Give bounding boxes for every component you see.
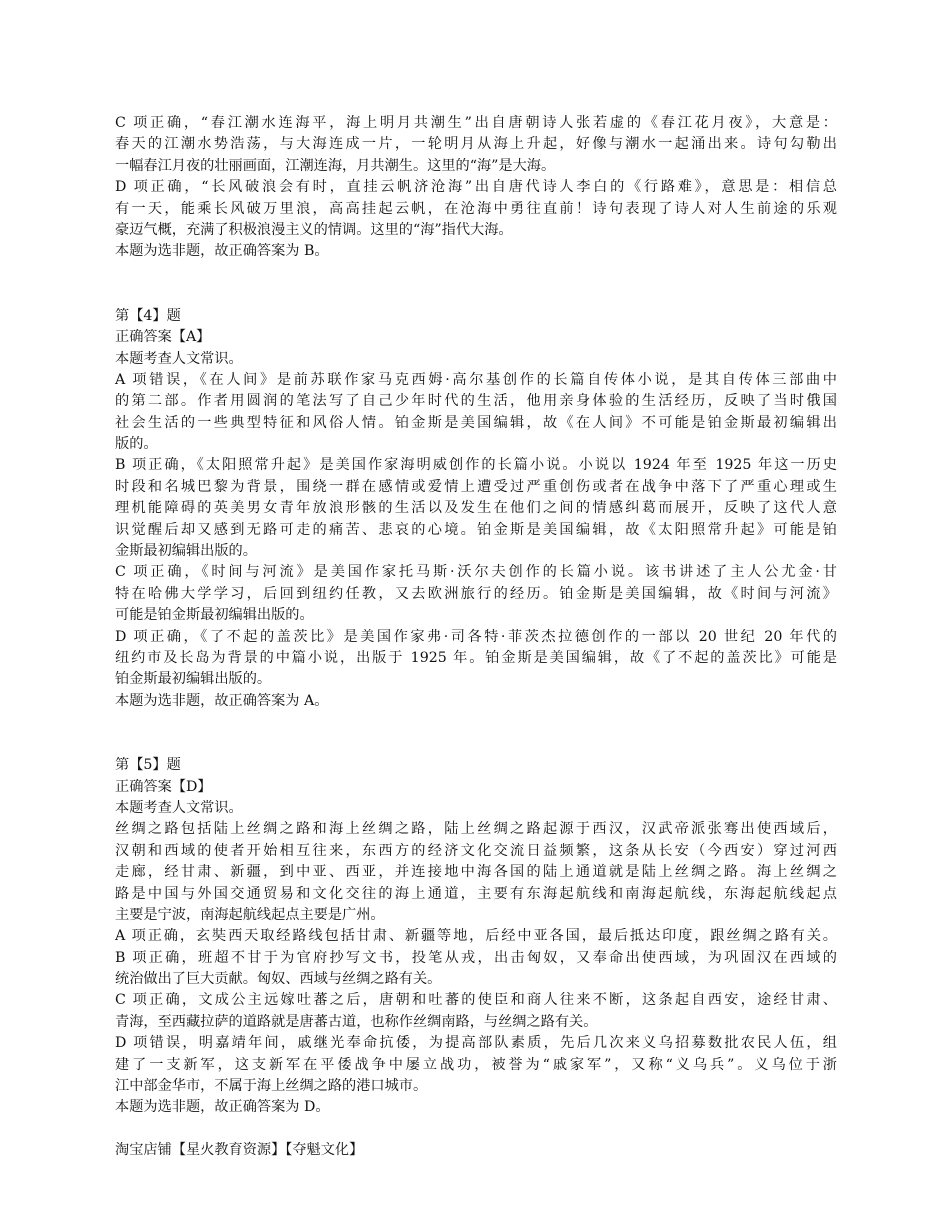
question-heading: 第【4】题 bbox=[115, 307, 181, 324]
text-line: 识觉醒后却又感到无路可走的痛苦、悲哀的心境。铂金斯是美国编辑，故《太阳照常升起》可能是铂 bbox=[115, 521, 837, 538]
text-line: 走廊，经甘肃、新疆，到中亚、西亚，并连接地中海各国的陆上通道就是陆上丝绸之路。海上丝绸之 bbox=[115, 864, 837, 881]
text-line: 汉朝和西域的使者开始相互往来，东西方的经济文化交流日益频繁，这条从长安（今西安）穿过河西 bbox=[115, 842, 837, 859]
text-line: D 项正确，《了不起的盖茨比》是美国作家弗·司各特·菲茨杰拉德创作的一部以 20 世纪 20 年代的 bbox=[115, 628, 837, 645]
question-heading: 第【5】题 bbox=[115, 757, 181, 774]
section-prev-question-tail bbox=[115, 113, 837, 263]
text-line: 金斯最初编辑出版的。 bbox=[115, 543, 257, 560]
text-line: B 项正确，班超不甘于为官府抄写文书，投笔从戎，出击匈奴，又奉命出使西域，为巩固汉在西域的 bbox=[115, 949, 837, 966]
topic-line: 本题考查人文常识。 bbox=[115, 799, 243, 816]
text-line: 主要是宁波，南海起航线起点主要是广州。 bbox=[115, 906, 385, 923]
text-line: 时段和名城巴黎为背景，围绕一群在感情或爱情上遭受过严重创伤或者在战争中落下了严重心理或生 bbox=[115, 478, 837, 495]
section-question-4 bbox=[115, 306, 837, 712]
text-line: 江中部金华市，不属于海上丝绸之路的港口城市。 bbox=[115, 1078, 428, 1095]
topic-line: 本题考查人文常识。 bbox=[115, 350, 243, 367]
text-line: 的第二部。作者用圆润的笔法写了自己少年时代的生活，他用亲身体验的生活经历，反映了当时俄国 bbox=[115, 393, 837, 410]
text-line: 统治做出了巨大贡献。匈奴、西域与丝绸之路有关。 bbox=[115, 971, 442, 988]
text-line: D 项错误，明嘉靖年间，戚继光奉命抗倭，为提高部队素质，先后几次来义乌招募数批农民人伍，组 bbox=[115, 1035, 837, 1052]
text-line: 路是中国与外国交通贸易和文化交往的海上通道，主要有东海起航线和南海起航线，东海起航线起点 bbox=[115, 885, 837, 902]
text-line: 版的。 bbox=[115, 436, 158, 453]
text-line: A 项错误，《在人间》是前苏联作家马克西姆·高尔基创作的长篇自传体小说，是其自传体三部曲中 bbox=[115, 371, 837, 388]
text-line: 建了一支新军，这支新军在平倭战争中屡立战功，被誉为“戚家军”，又称“义乌兵”。义乌位于浙 bbox=[115, 1056, 837, 1073]
text-line: 春天的江潮水势浩荡，与大海连成一片，一轮明月从海上升起，好像与潮水一起涌出来。诗句勾勒出 bbox=[115, 136, 837, 153]
footer-shop-note: 淘宝店铺【星火教育资源】【夺魁文化】 bbox=[115, 1142, 364, 1158]
text-line: 特在哈佛大学学习，后回到纽约任教，又去欧洲旅行的经历。铂金斯是美国编辑，故《时间与河流》 bbox=[115, 585, 837, 602]
answer-conclusion: 本题为选非题，故正确答案为 B。 bbox=[115, 243, 329, 260]
text-line: D 项正确，“长风破浪会有时，直挂云帆济沧海”出自唐代诗人李白的《行路难》，意思是：相信总 bbox=[115, 179, 837, 196]
text-line: B 项正确，《太阳照常升起》是美国作家海明威创作的长篇小说。小说以 1924 年至 1925 年这一历史 bbox=[115, 457, 837, 474]
text-line: 有一天，能乘长风破万里浪，高高挂起云帆，在沧海中勇往直前！诗句表现了诗人对人生前途的乐观 bbox=[115, 200, 837, 217]
text-line: A 项正确，玄奘西天取经路线包括甘肃、新疆等地，后经中亚各国，最后抵达印度，跟丝绸之路有关。 bbox=[115, 928, 837, 945]
text-line: 纽约市及长岛为背景的中篇小说，出版于 1925 年。铂金斯是美国编辑，故《了不起的盖茨比》可能是 bbox=[115, 649, 837, 666]
text-line: C 项正确，“春江潮水连海平，海上明月共潮生”出自唐朝诗人张若虚的《春江花月夜》，大意是： bbox=[115, 115, 837, 131]
text-line: C 项正确，文成公主远嫁吐蕃之后，唐朝和吐蕃的使臣和商人往来不断，这条起自西安，途经甘肃、 bbox=[115, 992, 837, 1009]
text-line: 社会生活的一些典型特征和风俗人情。铂金斯是美国编辑，故《在人间》不可能是铂金斯最初编辑出 bbox=[115, 414, 837, 431]
correct-answer: 正确答案【D】 bbox=[115, 778, 212, 795]
text-line: 豪迈气概，充满了积极浪漫主义的情调。这里的“海”指代大海。 bbox=[115, 221, 513, 238]
document-body bbox=[115, 113, 837, 1119]
text-line: 可能是铂金斯最初编辑出版的。 bbox=[115, 607, 314, 624]
text-line: 一幅春江月夜的壮丽画面，江潮连海，月共潮生。这里的“海”是大海。 bbox=[115, 157, 556, 174]
text-line: 青海，至西藏拉萨的道路就是唐蕃古道，也称作丝绸南路，与丝绸之路有关。 bbox=[115, 1013, 598, 1030]
answer-conclusion: 本题为选非题，故正确答案为 A。 bbox=[115, 692, 329, 709]
section-question-5 bbox=[115, 755, 837, 1119]
text-line: 理机能障碍的英美男女青年放浪形骸的生活以及发生在他们之间的情感纠葛而展开，反映了这代人意 bbox=[115, 500, 837, 517]
text-line: C 项正确，《时间与河流》是美国作家托马斯·沃尔夫创作的长篇小说。该书讲述了主人公尤金·甘 bbox=[115, 564, 837, 581]
text-line: 铂金斯最初编辑出版的。 bbox=[115, 671, 272, 688]
text-line: 丝绸之路包括陆上丝绸之路和海上丝绸之路，陆上丝绸之路起源于西汉，汉武帝派张骞出使西域后， bbox=[115, 821, 837, 838]
answer-conclusion: 本题为选非题，故正确答案为 D。 bbox=[115, 1099, 330, 1116]
correct-answer: 正确答案【A】 bbox=[115, 329, 211, 346]
